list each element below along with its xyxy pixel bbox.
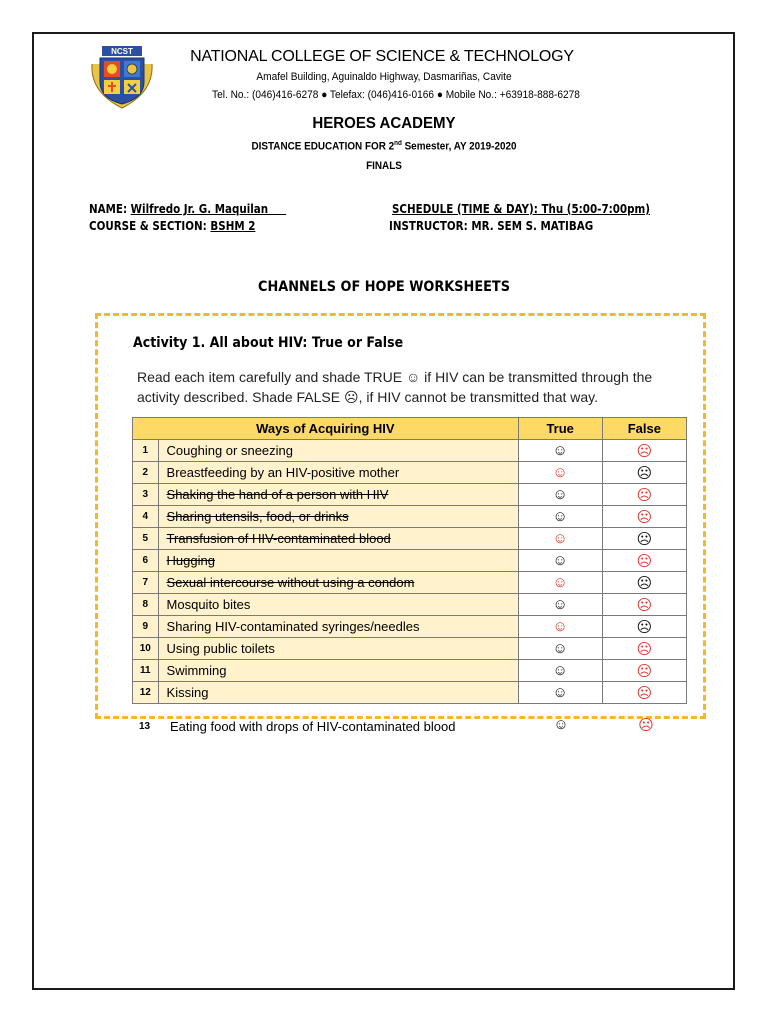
false-frown-icon[interactable]: ☹ bbox=[602, 682, 686, 704]
activity-instructions: Read each item carefully and shade TRUE ☺ if HIV can be transmitted through the activity described. Shade FALSE ☹, if HIV cannot be transmitted that way. bbox=[137, 369, 653, 405]
table-row: 2 Breastfeeding by an HIV-positive mother ☺ ☹ bbox=[133, 462, 687, 484]
semester-line: DISTANCE EDUCATION FOR 2nd Semester, AY 2019-2020 bbox=[251, 140, 517, 153]
table-header-row bbox=[133, 418, 687, 440]
false-frown-icon[interactable]: ☹ bbox=[638, 717, 654, 734]
true-smiley-icon[interactable]: ☺ bbox=[518, 572, 602, 594]
college-address: Amafel Building, Aguinaldo Highway, Dasmariñas, Cavite bbox=[256, 71, 512, 83]
true-smiley-icon[interactable]: ☺ bbox=[518, 682, 602, 704]
logo-text: NCST bbox=[111, 47, 133, 56]
true-smiley-icon[interactable]: ☺ bbox=[518, 594, 602, 616]
table-row: 6 Hugging ☺ ☹ bbox=[133, 550, 687, 572]
false-frown-icon[interactable]: ☹ bbox=[602, 550, 686, 572]
false-frown-icon[interactable]: ☹ bbox=[602, 440, 686, 462]
false-frown-icon[interactable]: ☹ bbox=[602, 594, 686, 616]
true-smiley-icon[interactable]: ☺ bbox=[518, 506, 602, 528]
false-frown-icon[interactable]: ☹ bbox=[602, 528, 686, 550]
true-smiley-icon[interactable]: ☺ bbox=[518, 440, 602, 462]
college-contacts: Tel. No.: (046)416-6278 ● Telefax: (046)416-0166 ● Mobile No.: +63918-888-6278 bbox=[212, 89, 580, 101]
false-frown-icon[interactable]: ☹ bbox=[602, 660, 686, 682]
header-false: False bbox=[602, 418, 686, 440]
false-frown-icon[interactable]: ☹ bbox=[602, 616, 686, 638]
hiv-table bbox=[132, 417, 687, 704]
table-row: 8 Mosquito bites ☺ ☹ bbox=[133, 594, 687, 616]
table-row: 10 Using public toilets ☺ ☹ bbox=[133, 638, 687, 660]
college-name: NATIONAL COLLEGE OF SCIENCE & TECHNOLOGY bbox=[190, 48, 574, 65]
table-row: 9 Sharing HIV-contaminated syringes/needles ☺ ☹ bbox=[133, 616, 687, 638]
instructor: INSTRUCTOR: MR. SEM S. MATIBAG bbox=[389, 219, 594, 233]
worksheet-title: CHANNELS OF HOPE WORKSHEETS bbox=[258, 279, 510, 295]
table-row: 3 Shaking the hand of a person with HIV ☺ ☹ bbox=[133, 484, 687, 506]
header-ways: Ways of Acquiring HIV bbox=[133, 418, 519, 440]
exam-label: FINALS bbox=[366, 160, 402, 172]
true-smiley-icon[interactable]: ☺ bbox=[518, 528, 602, 550]
false-frown-icon[interactable]: ☹ bbox=[602, 572, 686, 594]
true-smiley-icon[interactable]: ☺ bbox=[518, 660, 602, 682]
true-smiley-icon[interactable]: ☺ bbox=[518, 638, 602, 660]
table-row: 4 Sharing utensils, food, or drinks ☺ ☹ bbox=[133, 506, 687, 528]
table-row: 5 Transfusion of HIV-contaminated blood ☺ ☹ bbox=[133, 528, 687, 550]
table-row: 7 Sexual intercourse without using a condom ☺ ☹ bbox=[133, 572, 687, 594]
true-smiley-icon[interactable]: ☺ bbox=[518, 484, 602, 506]
table-row: 13 Eating food with drops of HIV-contaminated blood ☺ ☹ bbox=[132, 718, 687, 738]
schedule: SCHEDULE (TIME & DAY): Thu (5:00-7:00pm) bbox=[392, 202, 650, 216]
header-true: True bbox=[518, 418, 602, 440]
true-smiley-icon[interactable]: ☺ bbox=[518, 550, 602, 572]
student-name: NAME: Wilfredo Jr. G. Maquilan bbox=[89, 202, 287, 216]
table-row: 11 Swimming ☺ ☹ bbox=[133, 660, 687, 682]
academy-name: HEROES ACADEMY bbox=[312, 115, 456, 132]
activity-title: Activity 1. All about HIV: True or False bbox=[133, 335, 404, 351]
course-section: COURSE & SECTION: BSHM 2 bbox=[89, 219, 256, 233]
true-smiley-icon[interactable]: ☺ bbox=[518, 616, 602, 638]
table-row: 1 Coughing or sneezing ☺ ☹ bbox=[133, 440, 687, 462]
false-frown-icon[interactable]: ☹ bbox=[602, 462, 686, 484]
false-frown-icon[interactable]: ☹ bbox=[602, 638, 686, 660]
true-smiley-icon[interactable]: ☺ bbox=[518, 462, 602, 484]
false-frown-icon[interactable]: ☹ bbox=[602, 484, 686, 506]
true-smiley-icon[interactable]: ☺ bbox=[553, 716, 569, 733]
table-row: 12 Kissing ☺ ☹ bbox=[133, 682, 687, 704]
false-frown-icon[interactable]: ☹ bbox=[602, 506, 686, 528]
